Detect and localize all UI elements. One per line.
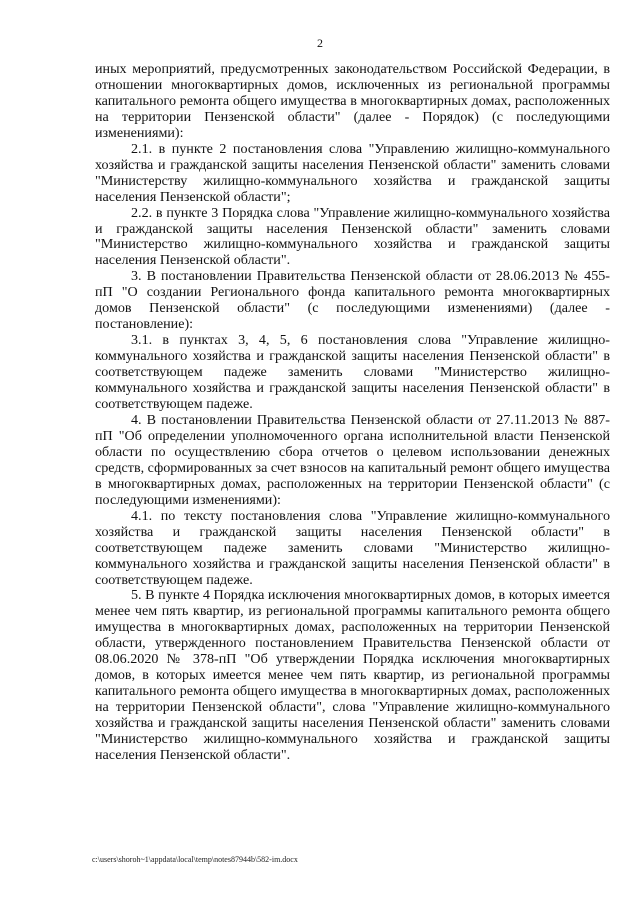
- paragraph-3-1: 3.1. в пунктах 3, 4, 5, 6 постановления слова "Управление жилищно-коммунального хозяйства и гражданской защиты населения Пензенской области" в соответствующем падеже заменить словами "Министерство жилищно-коммунального хозяйства и гражданской защиты населения Пензенской области" в соответствующем падеже.: [95, 332, 610, 413]
- paragraph-5: 5. В пункте 4 Порядка исключения многоквартирных домов, в которых имеется менее чем пять квартир, из региональной программы капитального ремонта общего имущества в многоквартирных домах, расположенных на территории Пензенской области, утвержденного постановлением Правительства Пензенской области от 08.06.2020 № 378-пП "Об утверждении Порядка исключения многоквартирных домов, в которых имеется менее чем пять квартир, из региональной программы капитального ремонта общего имущества в многоквартирных домах, расположенных на территории Пензенской области", слова "Управление жилищно-коммунального хозяйства и гражданской защиты населения Пензенской области" заменить словами "Министерство жилищно-коммунального хозяйства и гражданской защиты населения Пензенской области".: [95, 587, 610, 763]
- file-path-footer: c:\users\shoroh~1\appdata\local\temp\notes87944b\582-im.docx: [92, 855, 298, 864]
- paragraph-2-2: 2.2. в пункте 3 Порядка слова "Управление жилищно-коммунального хозяйства и гражданской защиты населения Пензенской области" заменить словами "Министерство жилищно-коммунального хозяйства и гражданской защиты населения Пензенской области".: [95, 204, 610, 269]
- paragraph-3: 3. В постановлении Правительства Пензенской области от 28.06.2013 № 455-пП "О создании Регионального фонда капитального ремонта многоквартирных домов Пензенской области" (с последующими изменениями) (далее - постановление):: [95, 268, 610, 333]
- document-body: [95, 62, 610, 764]
- paragraph-2-1: 2.1. в пункте 2 постановления слова "Управлению жилищно-коммунального хозяйства и гражданской защиты населения Пензенской области" заменить словами "Министерству жилищно-коммунального хозяйства и гражданской защиты населения Пензенской области";: [95, 140, 610, 205]
- paragraph-4-1: 4.1. по тексту постановления слова "Управление жилищно-коммунального хозяйства и гражданской защиты населения Пензенской области" в соответствующем падеже заменить словами "Министерство жилищно-коммунального хозяйства и гражданской защиты населения Пензенской области" в соответствующем падеже.: [95, 507, 610, 588]
- paragraph-continuation: иных мероприятий, предусмотренных законодательством Российской Федерации, в отношении многоквартирных домов, исключенных из региональной программы капитального ремонта общего имущества в многоквартирных домах, расположенных на территории Пензенской области" (далее - Порядок) (с последующими изменениями):: [95, 61, 610, 141]
- page-number: 2: [317, 36, 323, 50]
- paragraph-4: 4. В постановлении Правительства Пензенской области от 27.11.2013 № 887-пП "Об определении уполномоченного органа исполнительной власти Пензенской области по осуществлению сбора отчетов о целевом использовании денежных средств, сформированных за счет взносов на капитальный ремонт общего имущества в многоквартирных домах, расположенных на территории Пензенской области" (с последующими изменениями):: [95, 411, 610, 508]
